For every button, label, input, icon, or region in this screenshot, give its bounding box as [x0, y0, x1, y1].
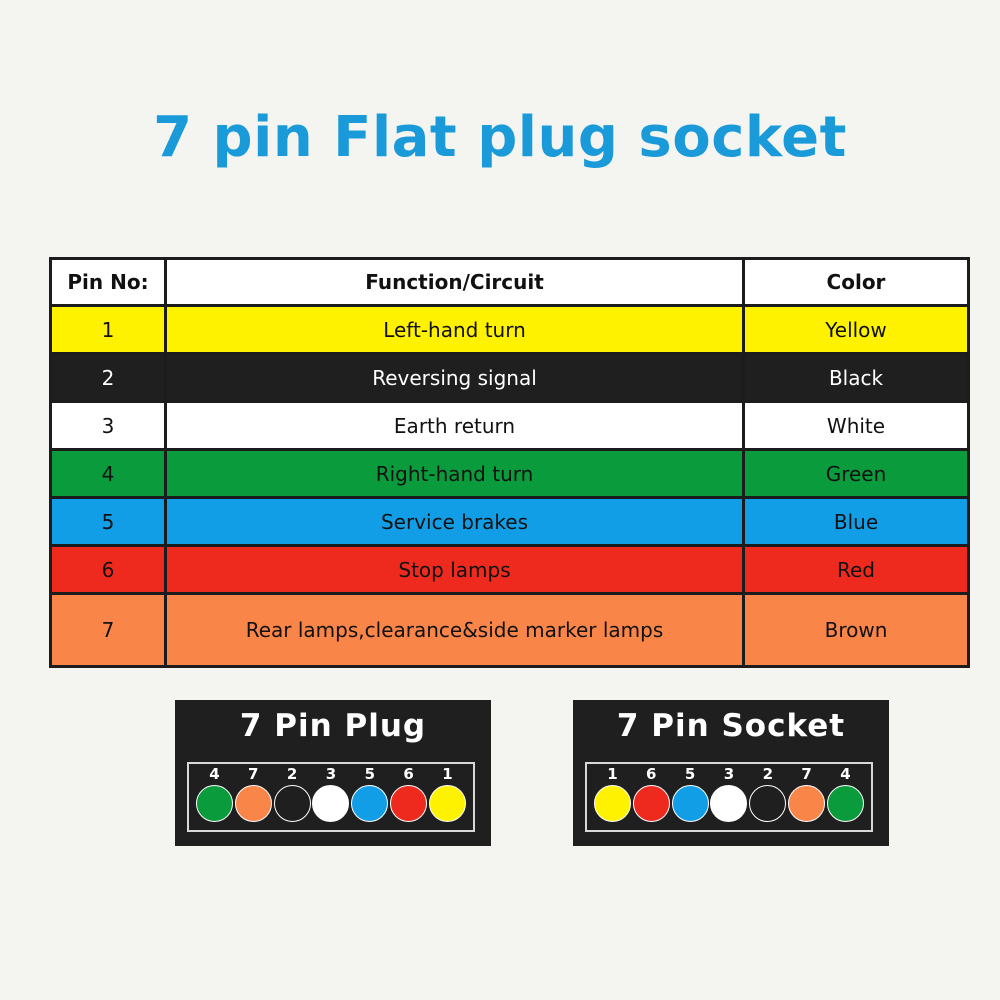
function-cell: Stop lamps: [166, 546, 744, 594]
pin-number-cell: 3: [51, 402, 166, 450]
plug-pin-number: 3: [325, 765, 337, 783]
plug-pin-dot: [274, 785, 311, 822]
header-pin-no: Pin No:: [51, 259, 166, 306]
socket-pin-dot: [672, 785, 709, 822]
color-name-cell: Yellow: [744, 306, 969, 354]
socket-pin-number: 7: [801, 765, 812, 783]
plug-pin-number: 4: [209, 765, 220, 783]
socket-pin: [671, 764, 709, 822]
socket-pin: [788, 764, 826, 822]
function-cell: Rear lamps,clearance&side marker lamps: [166, 594, 744, 667]
plug-pin: [390, 764, 428, 822]
socket-title: 7 Pin Socket: [616, 708, 846, 744]
socket-pin: [593, 764, 631, 822]
plug-pin-dot: [235, 785, 272, 822]
table-row: [51, 354, 969, 402]
color-name-cell: Black: [744, 354, 969, 402]
header-function-circuit: Function/Circuit: [166, 259, 744, 306]
socket-pin-number: 5: [684, 765, 696, 783]
header-color: Color: [744, 259, 969, 306]
function-cell: Right-hand turn: [166, 450, 744, 498]
pin-number-cell: 5: [51, 498, 166, 546]
plug-pin-dot: [312, 785, 349, 822]
pin-number-cell: 4: [51, 450, 166, 498]
plug-pin: [312, 764, 350, 822]
color-name-cell: Brown: [744, 594, 969, 667]
socket-pin-dot: [710, 785, 747, 822]
socket-pin-number: 6: [646, 765, 657, 783]
pin-number-cell: 6: [51, 546, 166, 594]
table-row: [51, 546, 969, 594]
color-name-cell: White: [744, 402, 969, 450]
plug-pin: [428, 764, 466, 822]
color-name-cell: Blue: [744, 498, 969, 546]
color-name-cell: Red: [744, 546, 969, 594]
socket-pin-dot: [827, 785, 864, 822]
pin-number-cell: 7: [51, 594, 166, 667]
plug-diagram: [175, 700, 491, 846]
plug-pin: [273, 764, 311, 822]
plug-pin: [195, 764, 233, 822]
page-title: 7 pin Flat plug socket: [153, 105, 847, 170]
socket-pin-number: 4: [840, 765, 851, 783]
plug-title: 7 Pin Plug: [239, 708, 427, 744]
table-row: [51, 450, 969, 498]
table-header-row: [51, 259, 969, 306]
pin-number-cell: 1: [51, 306, 166, 354]
socket-pin: [749, 764, 787, 822]
socket-pin-number: 1: [607, 765, 618, 783]
plug-pin-dot: [390, 785, 427, 822]
plug-pin-strip: [187, 762, 475, 832]
socket-pin-dot: [633, 785, 670, 822]
plug-pin-number: 5: [364, 765, 376, 783]
table-row: [51, 594, 969, 667]
function-cell: Service brakes: [166, 498, 744, 546]
plug-pin-dot: [351, 785, 388, 822]
color-name-cell: Green: [744, 450, 969, 498]
socket-pin: [710, 764, 748, 822]
socket-pin-dot: [594, 785, 631, 822]
socket-diagram: [573, 700, 889, 846]
plug-pin-number: 7: [248, 765, 259, 783]
function-cell: Left-hand turn: [166, 306, 744, 354]
table-row: [51, 498, 969, 546]
function-cell: Reversing signal: [166, 354, 744, 402]
socket-pin: [826, 764, 864, 822]
socket-pin-dot: [749, 785, 786, 822]
table-row: [51, 306, 969, 354]
plug-pin-dot: [429, 785, 466, 822]
plug-pin-number: 2: [286, 765, 298, 783]
plug-pin-number: 6: [403, 765, 414, 783]
socket-pin-number: 2: [762, 765, 774, 783]
plug-pin-dot: [196, 785, 233, 822]
socket-pin-number: 3: [723, 765, 735, 783]
function-cell: Earth return: [166, 402, 744, 450]
socket-pin-dot: [788, 785, 825, 822]
pin-number-cell: 2: [51, 354, 166, 402]
plug-pin-number: 1: [442, 765, 453, 783]
socket-pin-strip: [585, 762, 873, 832]
table-row: [51, 402, 969, 450]
plug-pin: [234, 764, 272, 822]
pin-function-table: [49, 257, 970, 668]
plug-pin: [351, 764, 389, 822]
socket-pin: [632, 764, 670, 822]
